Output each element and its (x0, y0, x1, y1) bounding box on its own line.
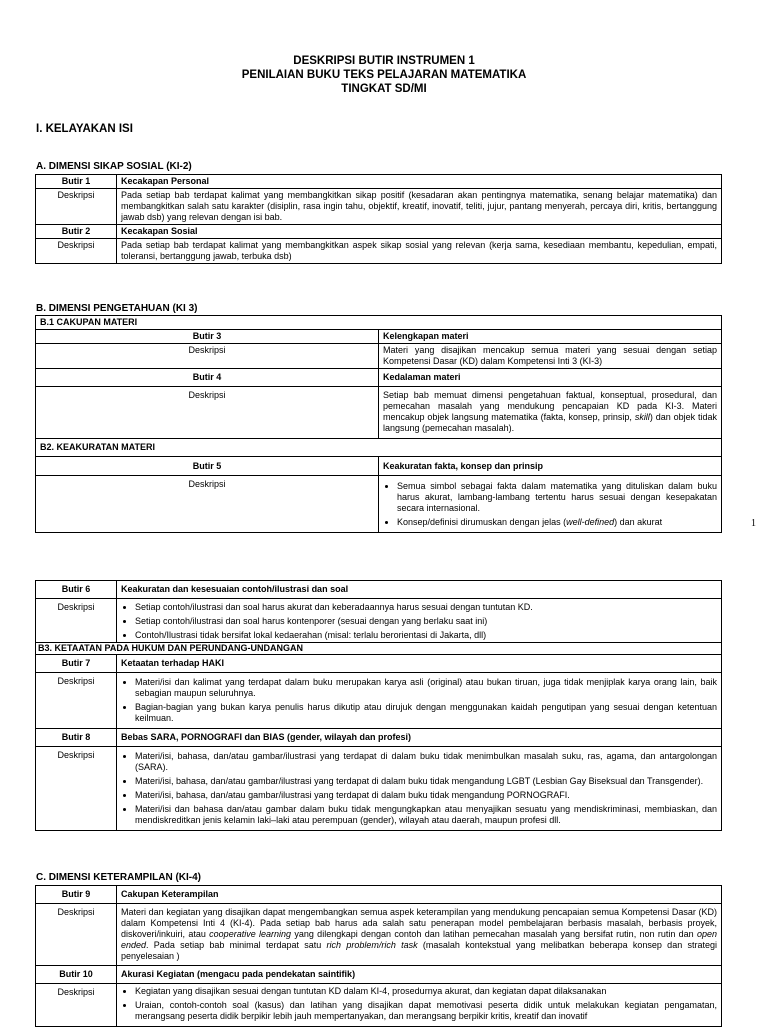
table-pengetahuan (35, 315, 722, 533)
deskripsi-label: Deskripsi (36, 387, 379, 439)
bullet-item: • Bagian-bagian yang bukan karya penulis harus dikutip atau dirujuk dengan menggunakan kaidah pengutipan yang sesuai dengan ketentuan keilmuan. (135, 702, 717, 724)
butir-label: Butir 8 (36, 729, 117, 747)
bullet-item: • Materi/isi, bahasa, dan/atau gambar/ilustrasi yang terdapat di dalam buku tidak mengandung PORNOGRAFI. (135, 790, 717, 801)
section-b-title: B. DIMENSI PENGETAHUAN (KI 3) (36, 303, 198, 314)
table-row (36, 189, 722, 225)
doc-title-line3: TINGKAT SD/MI (341, 83, 427, 95)
deskripsi-label: Deskripsi (36, 239, 117, 264)
text-italic: cooperative learning (209, 929, 292, 939)
text-part: ) dan akurat (614, 517, 663, 527)
deskripsi-text (117, 673, 722, 729)
butir-name: Keakuratan fakta, konsep dan prinsip (379, 457, 722, 476)
bullet-item: • Setiap contoh/ilustrasi dan soal harus kontenporer (sesuai dengan yang berlaku saat ini) (135, 616, 717, 627)
bullet-item (397, 517, 717, 528)
table-row (36, 457, 722, 476)
butir-label: Butir 1 (36, 175, 117, 189)
deskripsi-text: Pada setiap bab terdapat kalimat yang membangkitkan sikap positif (kesadaran akan pentingnya matematika, senang belajar matematika) dan membangkitkan salah satu karakter (disiplin, rasa ingin tahu, objektif, kreatif, inovatif, teliti, jujur, pantang menyerah, percaya diri, kritis, bertanggung jawab dsb) yang relevan dengan isi bab. (117, 189, 722, 225)
table-row (36, 599, 722, 643)
deskripsi-text (379, 387, 722, 439)
butir-label: Butir 5 (36, 457, 379, 476)
butir-label: Butir 10 (36, 966, 117, 984)
table-row (36, 316, 722, 330)
deskripsi-text (117, 747, 722, 831)
butir-name: Akurasi Kegiatan (mengacu pada pendekatan saintifik) (117, 966, 722, 984)
bullet-list (121, 751, 717, 826)
text-part: ) dan objek tidak langsung (pemecahan masalah). (383, 412, 717, 433)
deskripsi-text (379, 476, 722, 533)
text-part: . Pada setiap bab minimal terdapat satu (146, 940, 327, 950)
butir-name: Kelengkapan materi (379, 330, 722, 344)
deskripsi-text (117, 599, 722, 643)
bullet-list (383, 481, 717, 528)
bullet-item: • Setiap contoh/ilustrasi dan soal harus akurat dan keberadaannya harus sesuai dengan tuntutan KD. (135, 602, 717, 613)
table-row (36, 643, 722, 655)
table-keterampilan (35, 885, 722, 1027)
text-part: Setiap bab memuat dimensi pengetahuan faktual, konseptual, prosedural, dan pemecahan masalah yang mendukung pencapaian KD pada KI-3. Materi mencakup objek langsung matematika (fakta, konsep, prinsip, (383, 390, 717, 422)
deskripsi-label: Deskripsi (36, 189, 117, 225)
subsection-cakupan-materi: B.1 CAKUPAN MATERI (36, 316, 722, 330)
table-pengetahuan-cont (35, 580, 722, 831)
table-row (36, 387, 722, 439)
deskripsi-text (117, 984, 722, 1027)
table-row (36, 439, 722, 457)
bullet-item: • Uraian, contoh-contoh soal (kasus) dan latihan yang disajikan dapat memotivasi peserta didik untuk melakukan kegiatan pengamatan, merangsang peserta didik berpikir lebih jauh mempertanyakan, dan merangsang berpikir kritis, kreatif dan inovatif (135, 1000, 717, 1022)
bullet-item: • Materi/isi dan bahasa dan/atau gambar dalam buku tidak mengungkapkan atau menyajikan sesuatu yang mendiskriminasi, membiaskan, dan mendiskreditkan jenis kelamin laki–laki atau perempuan (gender), wilayah atau daerah, maupun profesi dll. (135, 804, 717, 826)
table-row (36, 886, 722, 904)
doc-title-line2: PENILAIAN BUKU TEKS PELAJARAN MATEMATIKA (241, 69, 527, 81)
text-italic: well-defined (566, 517, 615, 527)
bullet-item: • Materi/isi, bahasa, dan/atau gambar/ilustrasi yang terdapat di dalam buku tidak menimbulkan masalah suku, ras, agama, dan antargolongan (SARA). (135, 751, 717, 773)
table-row (36, 239, 722, 264)
table-row (36, 175, 722, 189)
butir-name: Kecakapan Personal (117, 175, 722, 189)
deskripsi-text: Materi yang disajikan mencakup semua materi yang sesuai dengan setiap Kompetensi Dasar (KD) dalam Kompetensi Inti 3 (KI-3) (379, 344, 722, 369)
bullet-item: • Kegiatan yang disajikan sesuai dengan tuntutan KD dalam KI-4, prosedurnya akurat, dan kegiatan dapat dilaksanakan (135, 986, 717, 997)
deskripsi-label: Deskripsi (36, 476, 379, 533)
bullet-list (121, 677, 717, 724)
text-italic: skill (634, 412, 650, 422)
deskripsi-label: Deskripsi (36, 673, 117, 729)
table-row (36, 581, 722, 599)
bullet-list (121, 986, 717, 1022)
deskripsi-label: Deskripsi (36, 344, 379, 369)
page-gap (0, 540, 768, 566)
bullet-list (121, 602, 717, 641)
table-row (36, 344, 722, 369)
butir-label: Butir 7 (36, 655, 117, 673)
butir-label: Butir 4 (36, 369, 379, 387)
bullet-item: • Materi/isi, bahasa, dan/atau gambar/ilustrasi yang terdapat di dalam buku tidak mengandung LGBT (Lesbian Gay Biseksual dan Transgender). (135, 776, 717, 787)
table-row (36, 655, 722, 673)
bullet-item: • Materi/isi dan kalimat yang terdapat dalam buku merupakan karya asli (original) atau bukan tiruan, juga tidak menjiplak karya orang lain, baik sebagian maupun seluruhnya. (135, 677, 717, 699)
table-row (36, 747, 722, 831)
butir-name: Bebas SARA, PORNOGRAFI dan BIAS (gender, wilayah dan profesi) (117, 729, 722, 747)
table-row (36, 476, 722, 533)
text-italic: rich problem/rich task (326, 940, 418, 950)
deskripsi-label: Deskripsi (36, 599, 117, 643)
butir-name: Kedalaman materi (379, 369, 722, 387)
bullet-item: • Semua simbol sebagai fakta dalam matematika yang dituliskan dalam buku harus akurat, lambang-lambang tertentu harus sesuai dengan kesepakatan secara internasional. (397, 481, 717, 514)
bullet-item: • Contoh/Ilustrasi tidak bersifat lokal kedaerahan (misal: terlalu berorientasi di Jakarta, dll) (135, 630, 717, 641)
deskripsi-text: Pada setiap bab terdapat kalimat yang membangkitkan aspek sikap sosial yang relevan (kerja sama, kesediaan membantu, kepedulian, empati, toleransi, bertanggung jawab, terbuka dsb) (117, 239, 722, 264)
table-row (36, 225, 722, 239)
deskripsi-text (117, 904, 722, 966)
deskripsi-label: Deskripsi (36, 747, 117, 831)
subsection-ketaatan-hukum: B3. KETAATAN PADA HUKUM DAN PERUNDANG-UNDANGAN (36, 643, 722, 655)
butir-label: Butir 3 (36, 330, 379, 344)
butir-label: Butir 9 (36, 886, 117, 904)
text-part: (masalah kontekstual yang melibatkan beberapa konsep dan strategi penyelesaian ) (121, 940, 717, 961)
page-2 (0, 566, 768, 1024)
table-row (36, 369, 722, 387)
butir-name: Kecakapan Sosial (117, 225, 722, 239)
text-part: yang dilengkapi dengan contoh dan latihan pemecahan masalah yang bersifat rutin, non rutin dan (291, 929, 697, 939)
table-row (36, 966, 722, 984)
deskripsi-label: Deskripsi (36, 904, 117, 966)
table-row (36, 673, 722, 729)
table-row (36, 984, 722, 1027)
table-sikap-sosial (35, 174, 722, 264)
table-row (36, 904, 722, 966)
section-a-title: A. DIMENSI SIKAP SOSIAL (KI-2) (36, 161, 192, 172)
text-part: Materi dan kegiatan yang disajikan dapat mengembangkan semua aspek keterampilan yang mendukung pencapaian semua Kompetensi Dasar (KD) dalam Kompetensi Inti 4 (KI-4). Pada setiap bab harus ada salah satu penerapan model pembelajaran berbasis masalah, berbasis proyek, diskoveri/inkuiri, atau (121, 907, 717, 939)
deskripsi-label: Deskripsi (36, 984, 117, 1027)
butir-name: Keakuratan dan kesesuaian contoh/ilustrasi dan soal (117, 581, 722, 599)
doc-title-line1: DESKRIPSI BUTIR INSTRUMEN 1 (293, 55, 475, 67)
text-italic: open ended (121, 929, 718, 950)
text-part: Konsep/definisi dirumuskan dengan jelas ( (397, 517, 567, 527)
butir-label: Butir 2 (36, 225, 117, 239)
table-row (36, 330, 722, 344)
section-kelayakan-isi: I. KELAYAKAN ISI (36, 123, 133, 135)
subsection-keakuratan-materi: B2. KEAKURATAN MATERI (36, 439, 722, 457)
section-c-title: C. DIMENSI KETERAMPILAN (KI-4) (36, 872, 201, 883)
butir-name: Cakupan Keterampilan (117, 886, 722, 904)
butir-label: Butir 6 (36, 581, 117, 599)
table-row (36, 729, 722, 747)
butir-name: Ketaatan terhadap HAKI (117, 655, 722, 673)
page-number: 1 (751, 518, 756, 529)
